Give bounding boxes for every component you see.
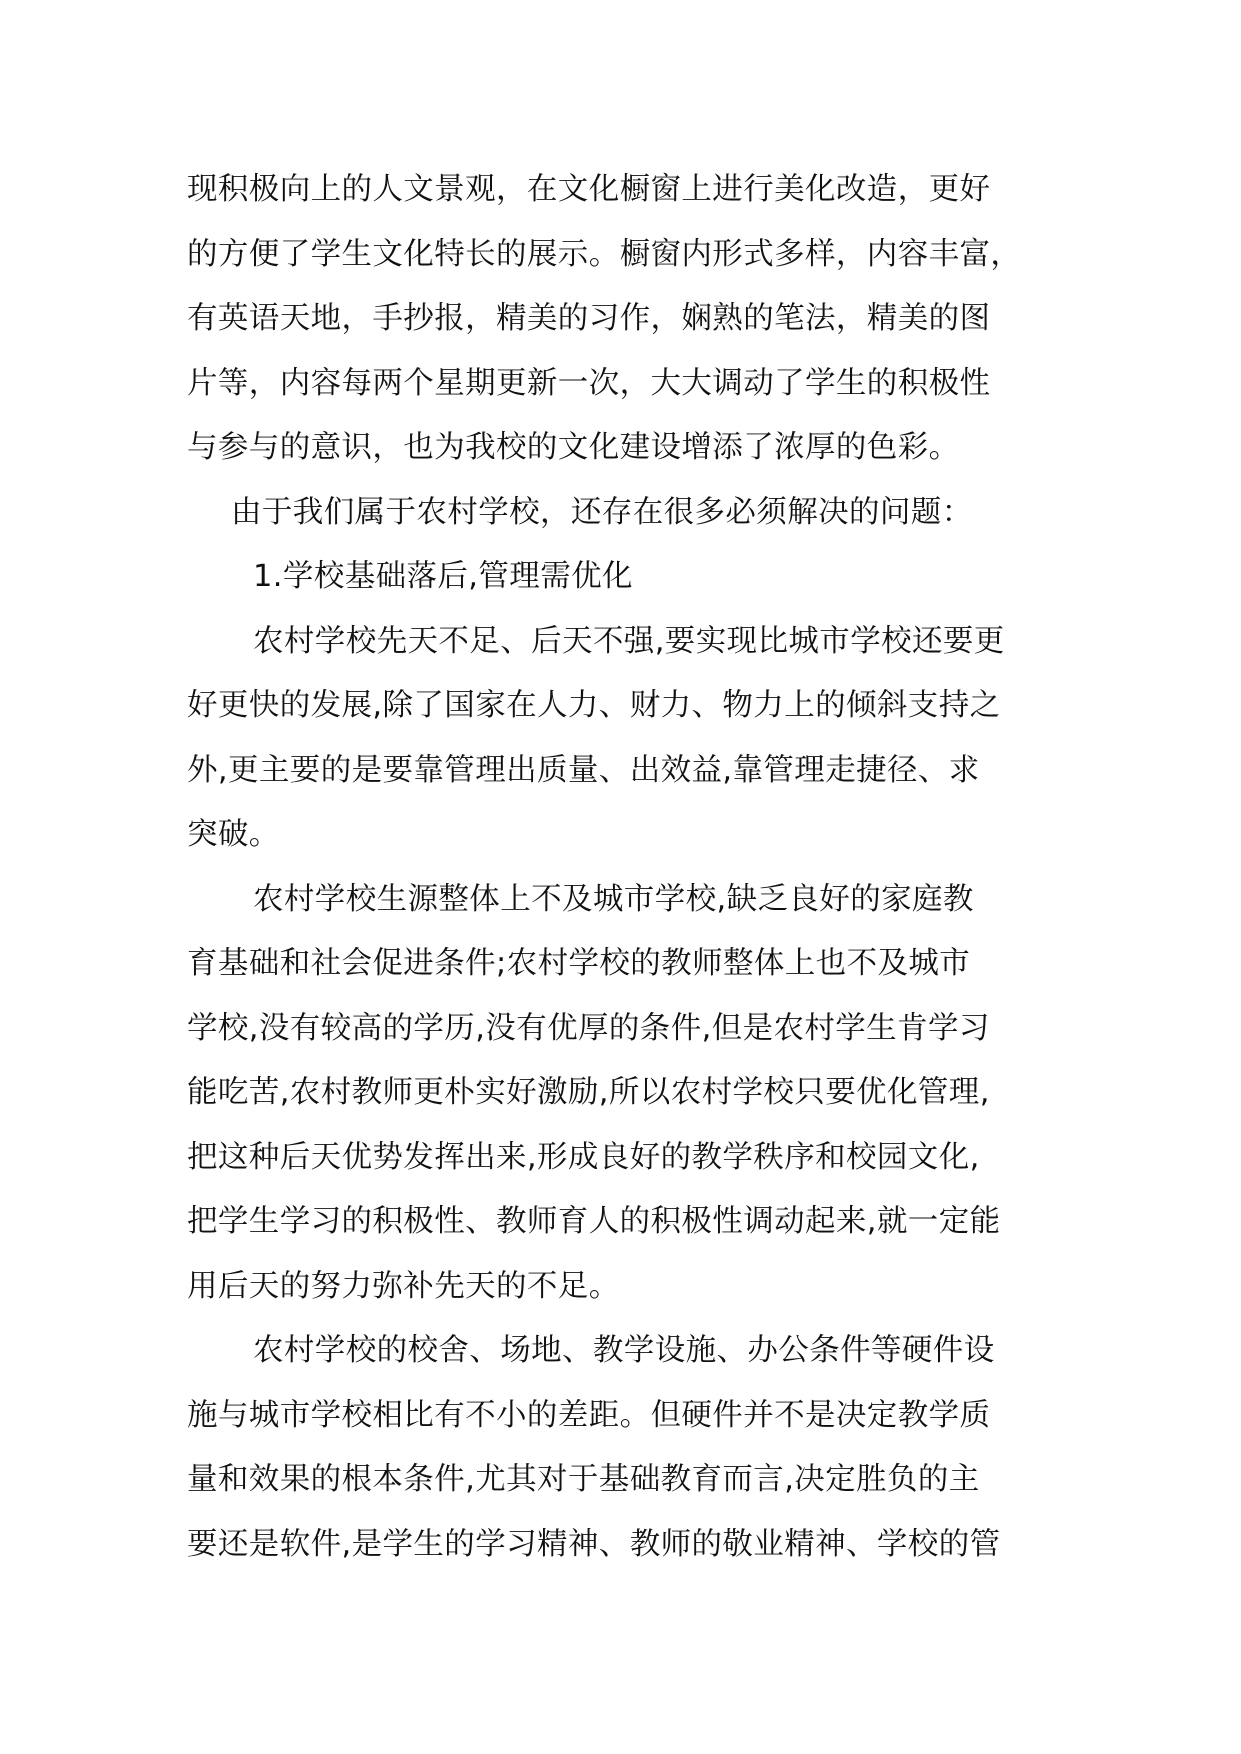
body-text <box>187 158 1062 1577</box>
text-line: 学校,没有较高的学历,没有优厚的条件,但是农村学生肯学习 <box>187 1010 990 1046</box>
text-line: 要还是软件,是学生的学习精神、教师的敬业精神、学校的管 <box>187 1526 1001 1562</box>
text-line: 的方便了学生文化特长的展示。橱窗内形式多样，内容丰富， <box>187 236 1022 272</box>
text-line: 量和效果的根本条件,尤其对于基础教育而言,决定胜负的主 <box>187 1462 980 1497</box>
text-line: 外,更主要的是要靠管理出质量、出效益,靠管理走捷径、求 <box>187 752 980 788</box>
text-line: 把学生学习的积极性、教师育人的积极性调动起来,就一定能 <box>187 1204 1001 1239</box>
section-heading: 1.学校基础落后,管理需优化 <box>253 559 633 594</box>
text-line: 育基础和社会促进条件;农村学校的教师整体上也不及城市 <box>187 946 971 981</box>
text-line: 由于我们属于农村学校，还存在很多必须解决的问题： <box>231 494 973 530</box>
text-line: 能吃苦,农村教师更朴实好激励,所以农村学校只要优化管理, <box>187 1075 990 1110</box>
text-line: 农村学校先天不足、后天不强,要实现比城市学校还要更 <box>253 623 1005 659</box>
text-line: 把这种后天优势发挥出来,形成良好的教学秩序和校园文化, <box>187 1139 980 1175</box>
text-line: 与参与的意识，也为我校的文化建设增添了浓厚的色彩。 <box>187 430 960 465</box>
text-line: 农村学校的校舍、场地、教学设施、办公条件等硬件设 <box>253 1333 995 1368</box>
text-line: 农村学校生源整体上不及城市学校,缺乏良好的家庭教 <box>253 881 974 917</box>
text-line: 施与城市学校相比有不小的差距。但硬件并不是决定教学质 <box>187 1397 991 1433</box>
text-line: 突破。 <box>187 817 280 852</box>
text-line: 现积极向上的人文景观，在文化橱窗上进行美化改造，更好 <box>187 172 991 207</box>
text-line: 有英语天地，手抄报，精美的习作，娴熟的笔法，精美的图 <box>187 301 991 336</box>
text-line: 好更快的发展,除了国家在人力、财力、物力上的倾斜支持之 <box>187 688 1001 723</box>
text-line: 片等，内容每两个星期更新一次，大大调动了学生的积极性 <box>187 365 991 401</box>
text-line: 用后天的努力弥补先天的不足。 <box>187 1268 620 1304</box>
